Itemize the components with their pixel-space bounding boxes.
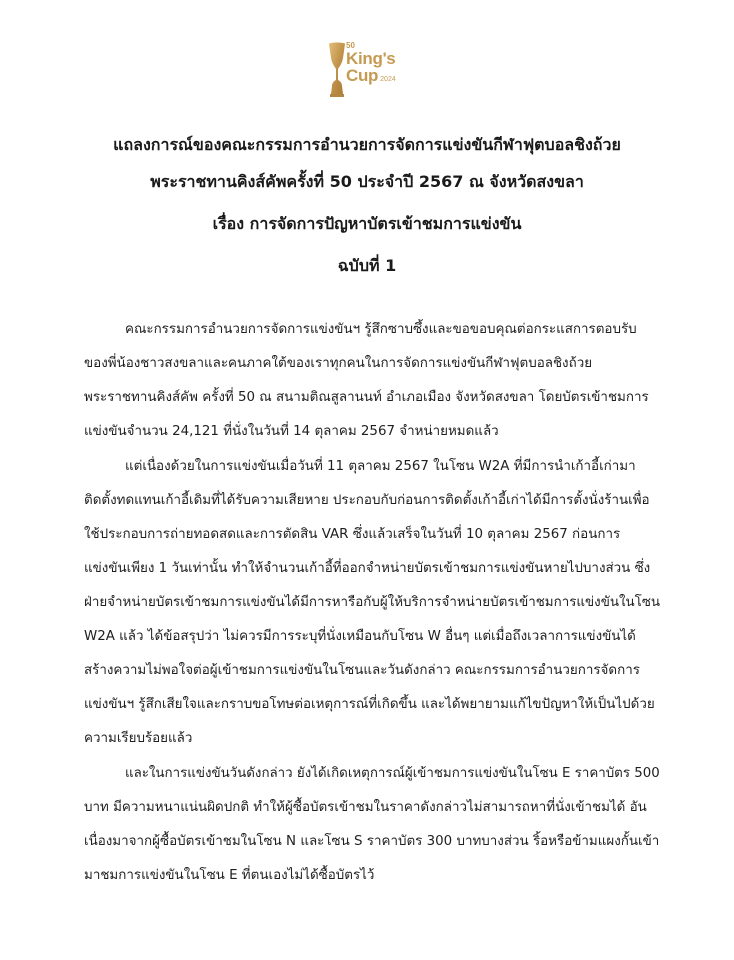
paragraph-line: แข่งขันฯ รู้สึกเสียใจและกราบขอโทษต่อเหตุการณ์ที่เกิดขึ้น และได้พยายามแก้ไขปัญหาให้เป็นไปด้วย — [84, 697, 655, 712]
paragraph-line: แข่งขันจำนวน 24,121 ที่นั่งในวันที่ 14 ตุลาคม 2567 จำหน่ายหมดแล้ว — [84, 424, 499, 439]
paragraph-line: ของพี่น้องชาวสงขลาและคนภาคใต้ของเราทุกคนในการจัดการแข่งขันกีฬาฟุตบอลชิงถ้วย — [84, 356, 593, 371]
paragraph-line: ติดตั้งทดแทนเก้าอี้เดิมที่ได้รับความเสียหาย ประกอบกับก่อนการติดตั้งเก้าอี้เก่าได้มีการตั้งนั่งร้านเพื่อ — [84, 493, 650, 508]
paragraph-line: ความเรียบร้อยแล้ว — [84, 731, 193, 746]
paragraph-line: ฝ่ายจำหน่ายบัตรเข้าชมการแข่งขันได้มีการหารือกับผู้ให้บริการจำหน่ายบัตรเข้าชมการแข่งขันในโซน — [84, 595, 661, 610]
statement-issue-number: ฉบับที่ 1 — [337, 256, 397, 275]
statement-title-line-2: พระราชทานคิงส์คัพครั้งที่ 50 ประจำปี 2567 ณ จังหวัดสงขลา — [150, 172, 584, 191]
paragraph-line: แข่งขันเพียง 1 วันเท่านั้น ทำให้จำนวนเก้าอี้ที่ออกจำหน่ายบัตรเข้าชมการแข่งขันหายไปบางส่วน ซึ่ง — [84, 561, 651, 576]
paragraph-line: พระราชทานคิงส์คัพ ครั้งที่ 50 ณ สนามติณสูลานนท์ อำเภอเมือง จังหวัดสงขลา โดยบัตรเข้าชมการ — [84, 390, 649, 405]
statement-title-line-1: แถลงการณ์ของคณะกรรมการอำนวยการจัดการแข่งขันกีฬาฟุตบอลชิงถ้วย — [113, 135, 621, 154]
trophy-icon — [326, 40, 348, 98]
paragraph-line: W2A แล้ว ได้ข้อสรุปว่า ไม่ควรมีการระบุที่นั่งเหมือนกับโซน W อื่นๆ แต่เมื่อถึงเวลาการแข่งขันได้ — [84, 629, 636, 644]
logo-cup-text: Cup — [346, 66, 379, 85]
paragraph-line: มาชมการแข่งขันในโซน E ที่ตนเองไม่ได้ซื้อบัตรไว้ — [84, 868, 375, 883]
logo-kings-text: King's — [346, 49, 396, 68]
paragraph-line: สร้างความไม่พอใจต่อผู้เข้าชมการแข่งขันในโซนและวันดังกล่าว คณะกรรมการอำนวยการจัดการ — [84, 663, 640, 678]
logo-number: 50 — [346, 41, 355, 50]
paragraph-line: คณะกรรมการอำนวยการจัดการแข่งขันฯ รู้สึกซาบซึ้งและขอขอบคุณต่อกระแสการตอบรับ — [125, 322, 637, 337]
paragraph-line: ใช้ประกอบการถ่ายทอดสดและการตัดสิน VAR ซึ่งแล้วเสร็จในวันที่ 10 ตุลาคม 2567 ก่อนการ — [84, 527, 621, 542]
paragraph-line: และในการแข่งขันวันดังกล่าว ยังได้เกิดเหตุการณ์ผู้เข้าชมการแข่งขันในโซน E ราคาบัตร 500 — [125, 766, 660, 781]
paragraph-line: แต่เนื่องด้วยในการแข่งขันเมื่อวันที่ 11 ตุลาคม 2567 ในโซน W2A ที่มีการนำเก้าอี้เก่ามา — [125, 459, 636, 474]
paragraph-line: บาท มีความหนาแน่นผิดปกติ ทำให้ผู้ซื้อบัตรเข้าชมในราคาดังกล่าวไม่สามารถหาที่นั่งเข้าชมได้ อัน — [84, 800, 647, 815]
paragraph-line: เนื่องมาจากผู้ซื้อบัตรเข้าชมในโซน N และโซน S ราคาบัตร 300 บาทบางส่วน ริ้อหรือข้ามแผงกั้นเข้า — [84, 834, 660, 849]
statement-subject: เรื่อง การจัดการปัญหาบัตรเข้าชมการแข่งขัน — [212, 214, 522, 233]
logo-year: 2024 — [380, 76, 396, 83]
kings-cup-logo — [326, 40, 412, 98]
